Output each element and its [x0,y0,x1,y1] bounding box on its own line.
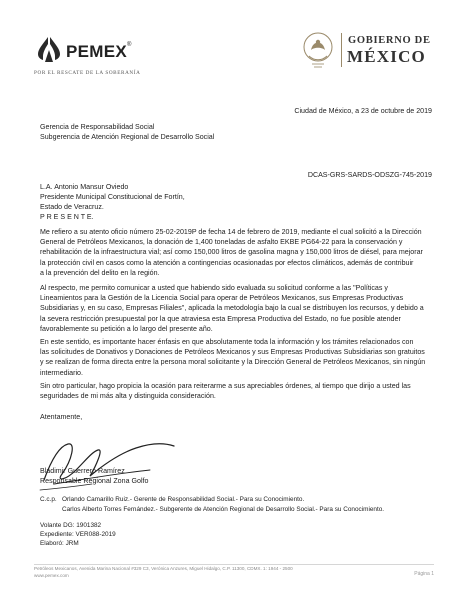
pemex-wordmark: PEMEX® [66,42,132,61]
volante-number: Volante DG: 1901382 [40,522,102,529]
paragraph-free-service [40,337,428,378]
footer-address-line: Petróleos Mexicanos, Avenida Marina Nacional #329 C3, Verónica Anzures, Miguel Hidalgo, C.P. 11300, CDMX. 1: 1944 - 2500 [34,566,293,571]
paragraph-line: En este sentido, es importante hacer énfasis en que absolutamente toda la información y los trámites relacionados con [40,338,414,346]
mexico-title: MÉXICO [347,47,426,66]
cc-recipient: Orlando Camarillo Ruiz.- Gerente de Responsabilidad Social.- Para su Conocimiento. [62,496,305,503]
paragraph-line: rehabilitación de la infraestructura vial; así como 150,000 litros de gasolina magna y 150,000 litros de diésel, para mejorar [40,248,423,257]
paragraph-line: Me refiero a su atento oficio número 25-02-2019P de fecha 14 de febrero de 2019, mediante el cual solicitó a la Dirección [40,228,422,236]
recipient-present: P R E S E N T E. [40,213,94,221]
paragraph-line: Subsidiarias y, en su caso, Empresas Filiales", aplicada la metodología bajo la cual se distribuyen los recursos, y debido a [40,304,424,313]
paragraph-closing-remarks [40,381,428,401]
paragraph-line: General de Petróleos Mexicanos, la donación de 1,400 toneladas de asfalto EKBE PG64-22 para la conservación y [40,238,403,247]
gobierno-title: GOBIERNO DE [348,35,431,46]
pemex-tagline: POR EL RESCATE DE LA SOBERANÍA [34,70,141,76]
recipient-title: Presidente Municipal Constitucional de Fortín, [40,193,185,201]
paragraph-line: Lineamientos para la Gestión de la Licencia Social para operar de Petróleos Mexicanos, sus Empresas Productivas [40,294,404,303]
paragraph-response [40,283,428,334]
paragraph-line: a la prevención del delito en la región. [40,268,160,277]
signer-title: Responsable Regional Zona Golfo [40,477,149,485]
paragraph-line: y se realizan de forma directa entre la persona moral solicitante y la Dirección General de Petróleos Mexicanos, sin ningún [40,358,426,367]
cc-recipient: Carlos Alberto Torres Fernández.- Subgerente de Atención Regional de Desarrollo Social.- Para su Conocimiento. [62,506,385,513]
footer-website-link[interactable]: www.pemex.com [34,573,69,578]
paragraph-line: intermediario. [40,368,83,377]
mexico-seal-icon [301,30,335,72]
paragraph-line: la severa restricción presupuestal por la que atraviesa esta Empresa Productiva del Estado, no fue posible atender [40,314,401,323]
logo-divider [341,33,342,67]
expediente-number: Expediente: VER088-2019 [40,531,116,538]
paragraph-request [40,227,428,278]
recipient-name: L.A. Antonio Mansur Oviedo [40,183,129,191]
cc-label: C.c.p. [40,496,57,503]
paragraph-line: favorablemente su petición a lo largo del presente año. [40,324,213,333]
elaborated-by: Elaboró: JRM [40,540,79,547]
sender-department: Gerencia de Responsabilidad Social [40,123,155,131]
paragraph-line: Sin otro particular, hago propicia la ocasión para reiterarme a sus apreciables órdenes, al tiempo que dirijo a usted las [40,382,411,390]
paragraph-line: las solicitudes de Donativos y Donaciones de Petróleos Mexicanos y sus Empresas Productivas Subsidiarias son gratuitos [40,348,425,357]
pemex-drop-icon [34,36,64,64]
recipient-state: Estado de Veracruz. [40,203,104,211]
sender-subdepartment: Subgerencia de Atención Regional de Desarrollo Social [40,133,215,141]
paragraph-line: la protección civil en casos como la atención a contingencias ocasionadas por efectos climáticos, además de contribuir [40,258,414,267]
signer-name: Bladimir Guerrero Ramírez [40,467,125,475]
reference-number: DCAS-GRS-SARDS-ODSZG-745-2019 [307,171,432,179]
closing-salutation: Atentamente, [40,413,83,421]
page-number: Página 1 [414,571,434,577]
letter-date: Ciudad de México, a 23 de octubre de 2019 [294,107,432,115]
paragraph-line: seguridades de mi más alta y distinguida consideración. [40,392,216,401]
paragraph-line: Al respecto, me permito comunicar a usted que habiendo sido evaluada su solicitud conforme a las "Políticas y [40,284,388,292]
footer-address [34,565,293,579]
